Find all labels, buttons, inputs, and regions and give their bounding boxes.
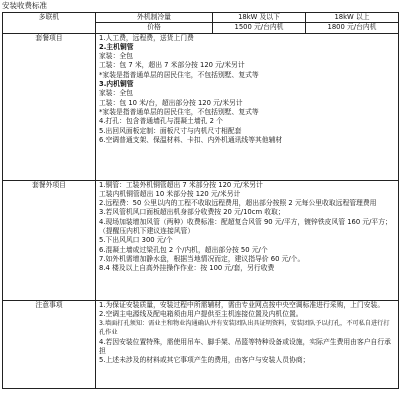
package-item: 4.打孔：包含普通墙孔与混凝土墙孔 2 个	[99, 117, 223, 126]
extra-items	[96, 180, 399, 300]
price-small: 1500 元/台内机	[213, 23, 306, 33]
notes-items	[96, 300, 399, 388]
note-item: 4.若因安装位置特殊，需使用吊车、脚手架、吊篮等特种设备或设施，实际产生费用由客户自行承担	[99, 337, 391, 356]
package-item: 1.人工费，远程费，送货上门费	[99, 33, 194, 42]
extra-item: 4.现场加装增加风管（两种）收费标准：配超复合风管 90 元/平方，镀锌铁皮风管 160 元/平方；（提醒压内机下建议连接风管）	[99, 217, 392, 236]
package-item: 工装：包 10 米/台，超出部分按 120 元/米另计	[99, 98, 243, 107]
extra-item: 2.远程费：50 公里以内的工程不收取远程费用，超出部分按照 2 元每公里收取远程管理费用	[99, 199, 377, 208]
section-title-package: 套餐项目	[3, 33, 96, 180]
page-title: 安装收费标准	[2, 1, 47, 10]
capacity-large: 18kW 以上	[306, 13, 399, 23]
extra-item: 工装内机铜管超出 10 米部分按 120 元/米另计	[99, 189, 241, 198]
package-item: 5.出回风面板定制：面板尺寸与内机尺寸相配套	[99, 126, 242, 135]
price-large: 1800 元/台内机	[306, 23, 399, 33]
section-package	[3, 33, 399, 180]
note-item: 5.上述未涉及的材料或其它事项产生的费用，由客户与安装人员协商；	[99, 356, 310, 365]
capacity-label: 外机制冷量	[96, 13, 213, 23]
section-extra	[3, 180, 399, 300]
package-item: 2.主机铜管	[99, 42, 134, 51]
note-item: 2.空调主电源线及配电箱须由用户提供至主机连接位置及内机位置。	[99, 309, 303, 318]
extra-item: 7.如外机需增加静水盘，根据当地情况而定，建议指导价 60 元/个。	[99, 254, 305, 263]
package-items	[96, 33, 399, 180]
section-notes	[3, 300, 399, 388]
extra-item: 1.铜管：工装外机铜管超出 7 米部分按 120 元/米另计	[99, 180, 263, 189]
section-title-extra: 套餐外项目	[3, 180, 96, 300]
package-item: *家装是指普通单层的居民住宅，不包括别墅、复式等	[99, 107, 259, 116]
extra-item: 6.混凝土墙或过梁孔包 2 个/内机，超出部分按 50 元/个	[99, 245, 268, 254]
category-label: 多联机	[3, 13, 96, 34]
package-item: 3.内机铜管	[99, 80, 134, 89]
pricing-table	[2, 12, 399, 389]
package-item: 家装：全包	[99, 89, 133, 98]
header-row-capacity	[3, 13, 399, 23]
package-item: 6.空调普通支架、保温材料、卡扣、内外机通讯线等其他辅材	[99, 135, 283, 144]
package-item: 工装：包 7 米，超出 7 米部分按 120 元/米另计	[99, 61, 245, 70]
extra-item: 8.4 楼及以上自高外挂操作作业：按 100 元/套，另行收费	[99, 264, 275, 273]
section-title-notes: 注意事项	[3, 300, 96, 388]
capacity-small: 18kW 及以下	[213, 13, 306, 23]
extra-item: 5.下出风风口 300 元/个	[99, 236, 173, 245]
price-label: 价格	[96, 23, 213, 33]
note-item: 3.墙面打孔须知：需业主和物业沟通确认并有安装团队出具证明资料，安装团队予以打孔，不可私自进行打孔作业	[99, 320, 390, 337]
package-item: 家装：全包	[99, 52, 133, 61]
note-item: 1.为保证安装质量，安装过程中所需辅材，需由专业网点按中央空调标准进行采购，上门安装。	[99, 300, 385, 309]
package-item: *家装是指普通单层的居民住宅，不包括别墅、复式等	[99, 70, 259, 79]
extra-item: 3.若风管机风口面板超出机身部分收费按 20 元/10cm 收取；	[99, 208, 285, 217]
